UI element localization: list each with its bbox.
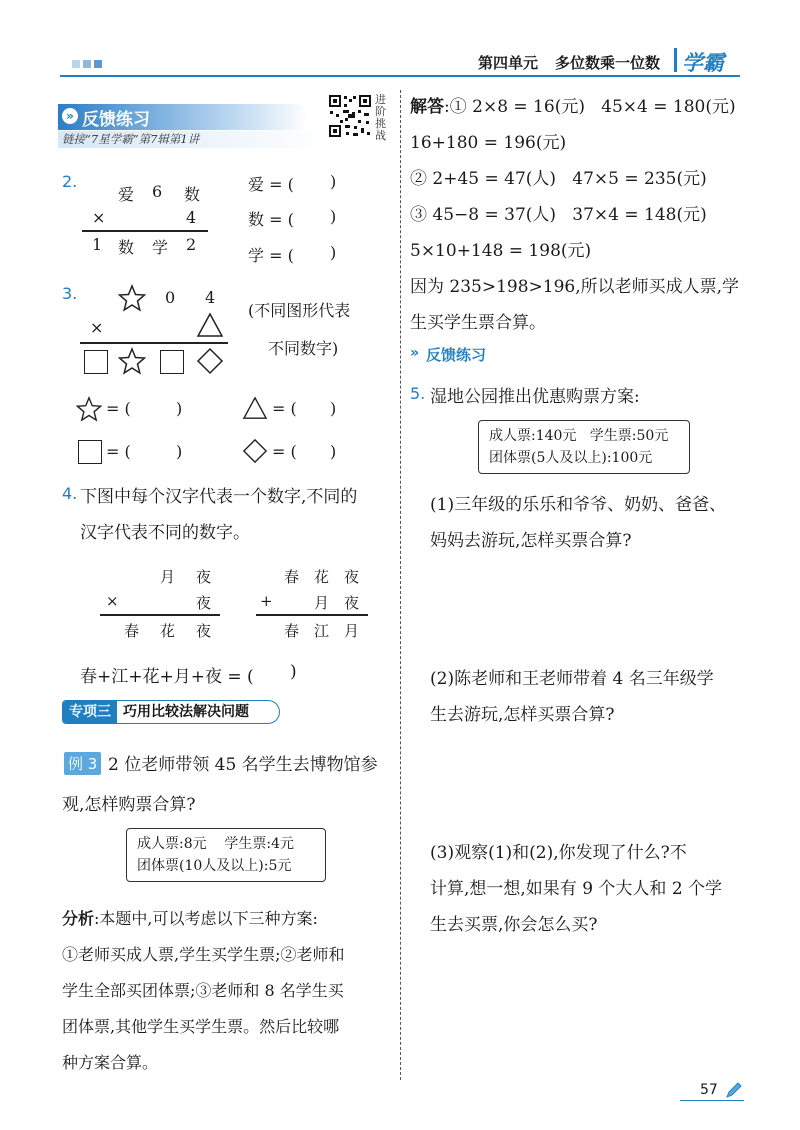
analysis-text-1: :本题中,可以考虑以下三种方案: xyxy=(94,909,318,928)
p5-price-line-1: 成人票:140元 学生票:50元 xyxy=(489,428,669,444)
p2-answer-ai: 爱 = ( xyxy=(248,175,294,194)
p2-res-2: 2 xyxy=(186,235,197,254)
p2-res-1: 1 xyxy=(92,235,103,254)
m2-rule xyxy=(256,614,368,616)
analysis-line-4: 团体票,其他学生买学生票。然后比较哪 xyxy=(62,1017,340,1036)
p5-text: 湿地公园推出优惠购票方案: xyxy=(430,387,640,407)
p2-answer-ai-close: ) xyxy=(330,172,337,191)
special-section-header xyxy=(62,700,280,724)
p3-answer-square: = ( xyxy=(106,442,131,461)
p3-rule xyxy=(80,342,228,344)
p2-res-xue: 学 xyxy=(152,238,169,257)
example-3-line-1: 2 位老师带领 45 名学生去博物馆参 xyxy=(108,755,378,775)
p3-answer-star-close: ) xyxy=(176,399,183,418)
square-icon xyxy=(78,440,102,464)
m1-times: × xyxy=(106,592,119,610)
m1-res-chun: 春 xyxy=(124,622,140,640)
m1-yue: 月 xyxy=(160,568,176,586)
triangle-icon xyxy=(242,396,268,420)
problem-4-number: 4. xyxy=(62,484,78,503)
example-3-line-2: 观,怎样购票合算? xyxy=(62,795,196,815)
p4-text-2: 汉字代表不同的数字。 xyxy=(80,523,250,543)
square-icon xyxy=(84,350,108,374)
p4-text-1: 下图中每个汉字代表一个数字,不同的 xyxy=(80,487,358,507)
qr-side-text: 进阶挑战 xyxy=(375,93,386,142)
p2-digit-shu: 数 xyxy=(184,185,201,204)
answer-text-1: :① 2×8 = 16(元) 45×4 = 180(元) xyxy=(444,97,736,117)
example-price-line-2: 团体票(10人及以上):5元 xyxy=(137,858,292,874)
feedback-banner-title: 反馈练习 xyxy=(82,110,150,130)
p3-answer-square-close: ) xyxy=(176,442,183,461)
qr-code xyxy=(328,94,372,138)
p3-digit-0: 0 xyxy=(165,288,176,307)
diamond-icon xyxy=(242,438,268,464)
p3-note-1: (不同图形代表 xyxy=(248,301,351,320)
p2-answer-xue-close: ) xyxy=(330,243,337,262)
m2-hua: 花 xyxy=(314,568,330,586)
p3-answer-diamond: = ( xyxy=(272,442,297,461)
m2-add-ye: 夜 xyxy=(344,594,360,612)
p4-expression: 春+江+花+月+夜 = ( xyxy=(80,667,254,687)
example-3-tag: 例 3 xyxy=(64,752,101,775)
p5-q1-line-1: (1)三年级的乐乐和爷爷、奶奶、爸爸、 xyxy=(430,495,727,515)
p3-times: × xyxy=(90,318,104,337)
m1-ye: 夜 xyxy=(196,568,212,586)
analysis-line-3: 学生全部买团体票;③老师和 8 名学生买 xyxy=(62,981,344,1000)
feedback-label: 反馈练习 xyxy=(426,346,487,364)
analysis-line-1 xyxy=(62,906,318,929)
p3-note-2: 不同数字) xyxy=(268,339,339,358)
example-price-line-1: 成人票:8元 学生票:4元 xyxy=(137,836,295,852)
banner-arrow-icon: » xyxy=(62,108,78,124)
p5-q2-line-2: 生去游玩,怎样买票合算? xyxy=(430,705,615,725)
m2-add-yue: 月 xyxy=(314,594,330,612)
feedback-arrow-icon: » xyxy=(410,345,420,361)
pencil-icon xyxy=(724,1080,744,1100)
footer-rule xyxy=(680,1100,744,1101)
answer-label: 解答 xyxy=(410,97,444,117)
p3-digit-4: 4 xyxy=(205,288,216,307)
m2-res-yue: 月 xyxy=(344,622,360,640)
p5-q3-line-3: 生去买票,你会怎么买? xyxy=(430,915,598,935)
p5-q3-line-2: 计算,想一想,如果有 9 个大人和 2 个学 xyxy=(430,879,723,899)
header-dots xyxy=(72,60,106,68)
answer-line-4: ③ 45−8 = 37(人) 37×4 = 148(元) xyxy=(410,205,707,225)
m2-res-jiang: 江 xyxy=(314,622,330,640)
p2-answer-xue: 学 = ( xyxy=(248,246,294,265)
p5-price-box xyxy=(478,420,690,474)
link-line: 链接“7星学霸”第7辑第1讲 xyxy=(62,132,200,146)
p3-answer-triangle: = ( xyxy=(272,399,297,418)
header-topic: 多位数乘一位数 xyxy=(555,54,661,72)
p2-digit-ai: 爱 xyxy=(118,185,135,204)
analysis-label: 分析 xyxy=(62,909,95,928)
special-tag: 专项三 xyxy=(63,701,117,723)
m1-rule xyxy=(100,614,220,616)
answer-line-5: 5×10+148 = 198(元) xyxy=(410,241,592,261)
answer-line-6: 因为 235>198>196,所以老师买成人票,学 xyxy=(410,277,740,297)
p5-q1-line-2: 妈妈去游玩,怎样买票合算? xyxy=(430,531,632,551)
diamond-icon xyxy=(196,347,224,375)
p2-multiplier-4: 4 xyxy=(186,208,197,227)
star-icon xyxy=(118,347,146,375)
p3-answer-diamond-close: ) xyxy=(330,442,337,461)
problem-3-number: 3. xyxy=(62,284,78,303)
p2-res-shu: 数 xyxy=(118,238,135,257)
m1-res-ye: 夜 xyxy=(196,622,212,640)
answer-line-7: 生买学生票合算。 xyxy=(410,313,546,333)
square-icon xyxy=(160,350,184,374)
p4-expression-close: ) xyxy=(290,662,297,682)
answer-line-3: ② 2+45 = 47(人) 47×5 = 235(元) xyxy=(410,169,707,189)
example-price-box xyxy=(126,828,326,882)
p2-answer-shu-close: ) xyxy=(330,207,337,226)
brand-logo: 学霸 xyxy=(682,51,724,75)
star-icon xyxy=(118,284,146,312)
header-unit: 第四单元 xyxy=(478,54,539,72)
header-divider-bar xyxy=(674,48,677,72)
special-title: 巧用比较法解决问题 xyxy=(123,704,249,720)
p2-rule xyxy=(82,230,208,232)
m2-ye: 夜 xyxy=(344,568,360,586)
m1-res-hua: 花 xyxy=(160,622,176,640)
m1-mul-ye: 夜 xyxy=(196,594,212,612)
problem-2-number: 2. xyxy=(62,172,78,191)
p5-q3-line-1: (3)观察(1)和(2),你发现了什么?不 xyxy=(430,843,687,863)
p5-price-line-2: 团体票(5人及以上):100元 xyxy=(489,450,653,466)
answer-line-1 xyxy=(410,92,736,117)
p2-digit-6: 6 xyxy=(152,182,163,201)
page-number: 57 xyxy=(700,1082,718,1098)
answer-line-2: 16+180 = 196(元) xyxy=(410,133,567,153)
header-rule xyxy=(60,75,740,77)
p5-q2-line-1: (2)陈老师和王老师带着 4 名三年级学 xyxy=(430,669,714,689)
m2-plus: + xyxy=(260,592,273,610)
problem-5-number: 5. xyxy=(410,384,426,403)
p2-times: × xyxy=(92,208,106,227)
star-icon xyxy=(76,396,102,422)
analysis-line-2: ①老师买成人票,学生买学生票;②老师和 xyxy=(62,945,345,964)
p2-answer-shu: 数 = ( xyxy=(248,210,294,229)
triangle-icon xyxy=(196,312,224,338)
analysis-line-5: 种方案合算。 xyxy=(62,1053,159,1072)
p3-answer-triangle-close: ) xyxy=(330,399,337,418)
m2-res-chun: 春 xyxy=(284,622,300,640)
column-divider xyxy=(400,90,401,1080)
m2-chun: 春 xyxy=(284,568,300,586)
p3-answer-star: = ( xyxy=(106,399,131,418)
